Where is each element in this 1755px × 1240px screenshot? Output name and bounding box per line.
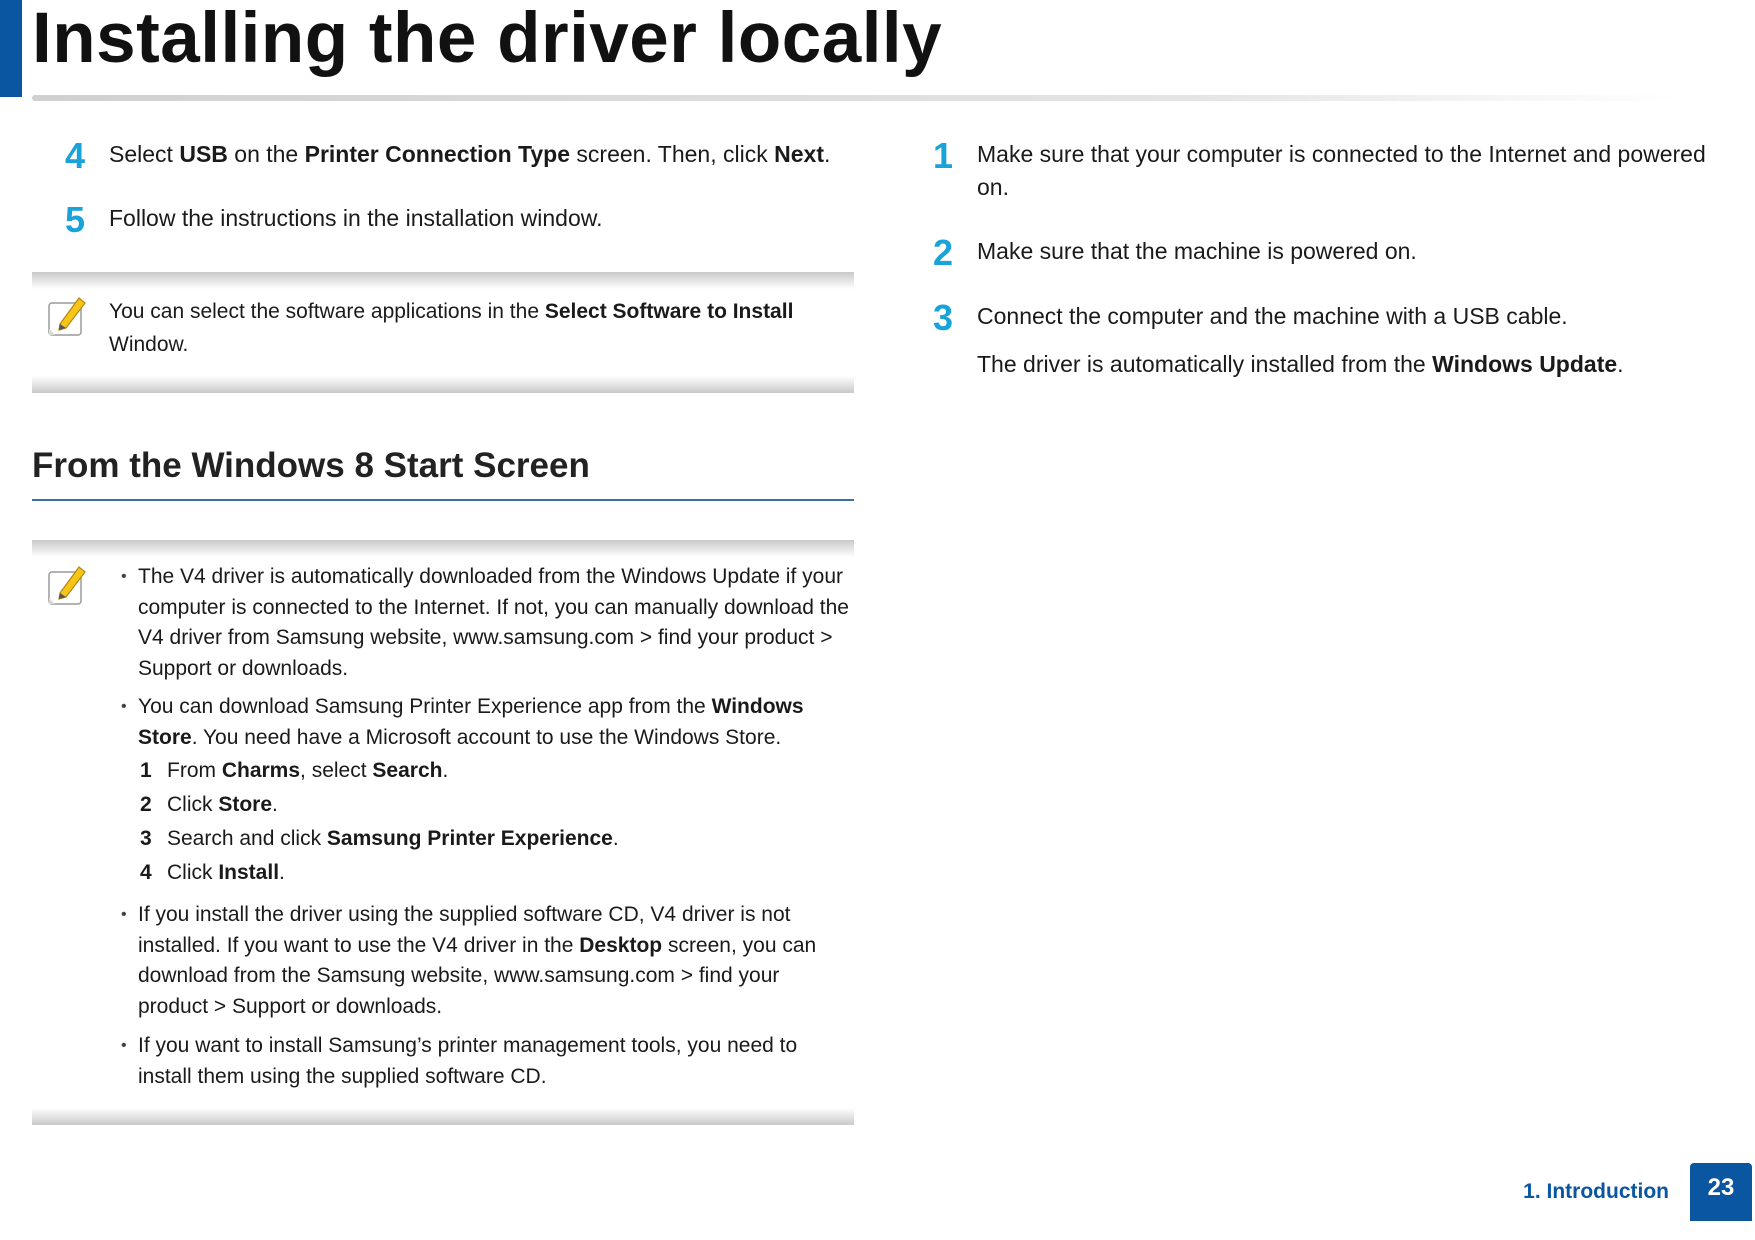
note-top-bar	[32, 272, 854, 289]
step-4: 4 Select USB on the Printer Connection Type screen. Then, click Next.	[109, 138, 849, 171]
step-number: 3	[932, 297, 954, 338]
note-top-bar	[32, 540, 854, 557]
section-title: From the Windows 8 Start Screen	[32, 446, 590, 485]
windows-update-label: Windows Update	[1432, 351, 1618, 377]
step-number: 2	[932, 232, 954, 273]
step-number: 4	[64, 135, 86, 176]
next-label: Next	[774, 141, 824, 167]
windows-store-label: Windows Store	[138, 695, 804, 749]
page-title: Installing the driver locally	[32, 0, 943, 78]
printer-connection-type-label: Printer Connection Type	[304, 141, 571, 167]
sub-step-4: 4 Click Install.	[140, 861, 285, 884]
page-number-badge: 23	[1690, 1163, 1752, 1221]
step-text: Follow the instructions in the installation window.	[109, 205, 603, 231]
right-step-1	[932, 135, 1722, 204]
pencil-note-icon	[46, 563, 88, 607]
usb-option: USB	[179, 141, 228, 167]
step-5	[64, 199, 849, 240]
sub-step-2: 2 Click Store.	[140, 793, 278, 816]
footer-chapter-label: 1. Introduction	[1523, 1180, 1669, 1203]
right-step-3	[932, 297, 1722, 338]
right-step-2	[932, 232, 1722, 273]
desktop-label: Desktop	[579, 933, 663, 957]
step-number: 5	[64, 199, 86, 240]
title-accent-bar	[0, 0, 22, 97]
note-bottom-bar	[32, 1108, 854, 1125]
step-text: Connect the computer and the machine with a USB cable.	[977, 303, 1568, 329]
note-bullet-management-tools: • If you want to install Samsung’s printer management tools, you need to install them using the supplied software CD.	[121, 1034, 798, 1088]
step-text: Make sure that your computer is connected to the Internet and powered on.	[977, 141, 1706, 200]
right-step-3-followup: The driver is automatically installed from the Windows Update.	[977, 351, 1624, 377]
note-bullet-printer-experience: • You can download Samsung Printer Experience app from the Windows Store. You need have a Microsoft account to use the Windows Store.	[121, 695, 804, 749]
pencil-note-icon	[46, 294, 88, 338]
note-bullet-supplied-cd: • If you install the driver using the supplied software CD, V4 driver is not installed. If you want to use the V4 driver in the Desktop screen, you can download from the Samsung website, www.samsung.com > find your product > Support or downloads.	[121, 903, 817, 1018]
sub-step-1: 1 From Charms, select Search.	[140, 759, 449, 782]
note-software-selection: You can select the software applications in the Select Software to Install Window.	[109, 300, 794, 356]
note-bottom-bar	[32, 376, 854, 393]
sub-step-3: 3 Search and click Samsung Printer Experience.	[140, 827, 619, 850]
select-software-label: Select Software to Install	[544, 300, 794, 323]
note-bullet-v4-download: • The V4 driver is automatically downloaded from the Windows Update if your computer is connected to the Internet. If not, you can manually download the V4 driver from Samsung website, www.samsung.com > find your product > Support or downloads.	[121, 565, 849, 680]
step-text: Make sure that the machine is powered on.	[977, 238, 1417, 264]
step-number: 1	[932, 135, 954, 176]
title-underline	[32, 95, 1682, 101]
section-underline	[32, 499, 854, 501]
